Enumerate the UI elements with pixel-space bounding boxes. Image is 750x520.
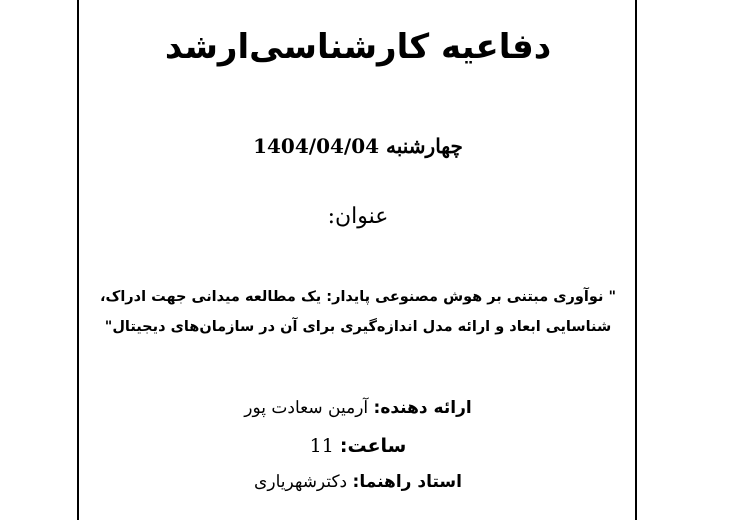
- presenter-label: ارائه دهنده:: [373, 398, 472, 418]
- thesis-title: [80, 282, 636, 342]
- defense-date: چهارشنبه 1404/04/04: [253, 134, 463, 158]
- time-row: [80, 432, 636, 460]
- time-label: ساعت:: [339, 435, 407, 457]
- thesis-title-line-2: شناسایی ابعاد و ارائه مدل اندازه‌گیری برای آن در سازمان‌های دیجیتال": [104, 319, 612, 335]
- supervisor-name: دکترشهریاری: [254, 472, 348, 492]
- page-title: دفاعیه کارشناسی‌ارشد: [164, 27, 552, 67]
- supervisor-row: [80, 468, 636, 496]
- time-value: 11: [309, 435, 334, 457]
- supervisor-label: استاد راهنما:: [352, 472, 462, 492]
- thesis-title-line-1: " نوآوری مبتنی بر هوش مصنوعی پایدار: یک مطالعه میدانی جهت ادراک،: [99, 289, 616, 305]
- subject-heading: عنوان:: [327, 204, 389, 229]
- presenter-row: [80, 394, 636, 422]
- presenter-name: آرمین سعادت پور: [244, 398, 369, 418]
